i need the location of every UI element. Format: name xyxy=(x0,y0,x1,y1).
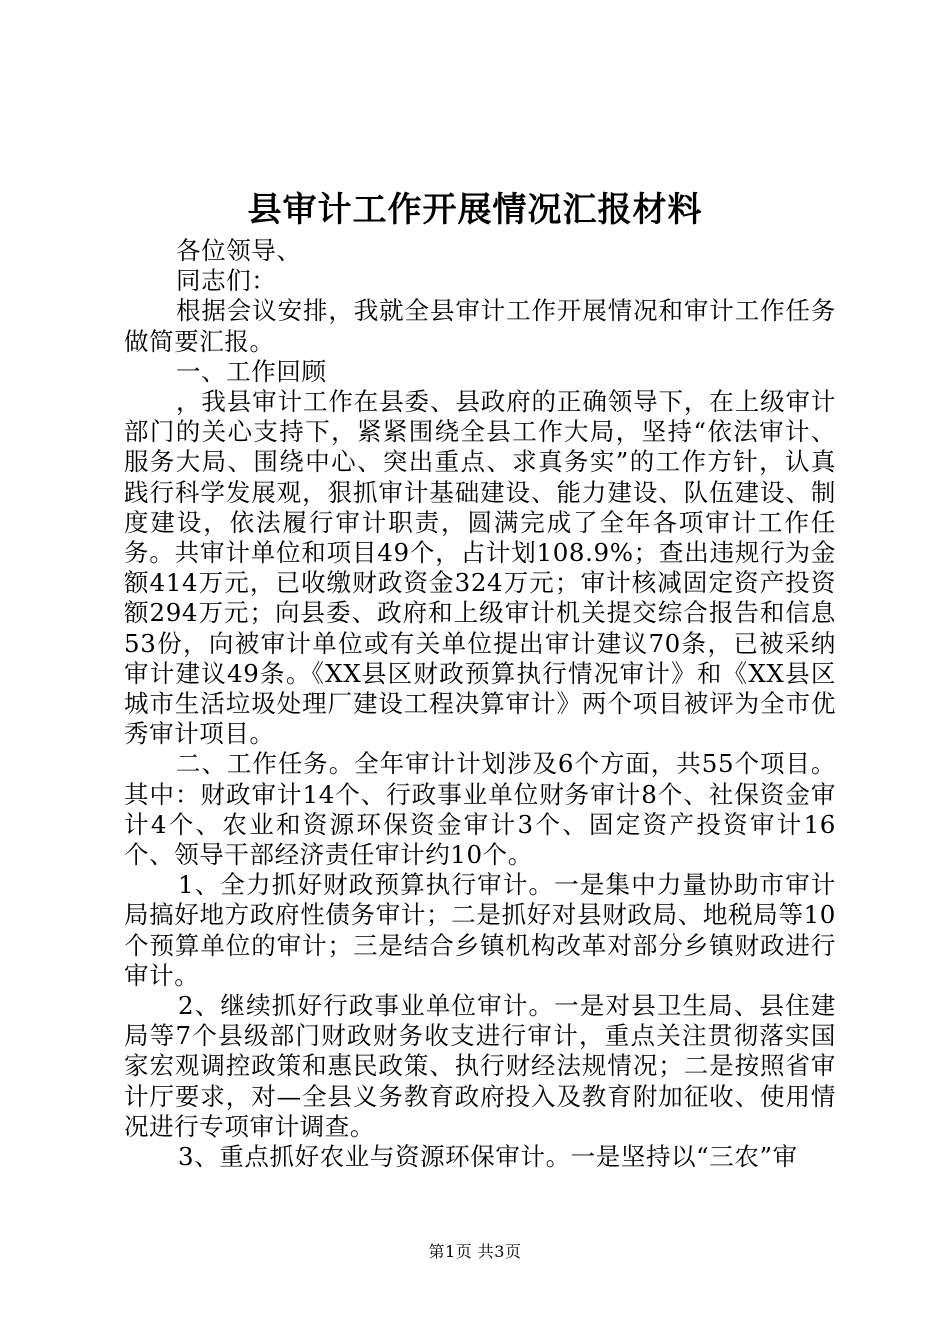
task-item-3: 3、重点抓好农业与资源环保审计。一是坚持以“三农”审 xyxy=(178,1142,798,1172)
task-item-1: 1、全力抓好财政预算执行审计。一是集中力量协助市审计局搞好地方政府性债务审计；二是抓好对县财政局、地税局等10个预算单位的审计；三是结合乡镇机构改革对部分乡镇财政进行审计。 xyxy=(124,870,836,990)
tasks-paragraph: 二、工作任务。全年审计计划涉及6个方面，共55个项目。其中：财政审计14个、行政事业单位财务审计8个、社保资金审计4个、农业和资源环保资金审计3个、固定资产投资审计16个、领导干部经济责任审计约10个。 xyxy=(124,749,836,870)
salutation-leaders: 各位领导、 xyxy=(176,236,302,265)
review-paragraph: ，我县审计工作在县委、县政府的正确领导下，在上级审计部门的关心支持下，紧紧围绕全县工作大局，坚持“依法审计、服务大局、围绕中心、突出重点、求真务实”的工作方针，认真践行科学发展观，狠抓审计基础建设、能力建设、队伍建设、制度建设，依法履行审计职责，圆满完成了全年各项审计工作任务。共审计单位和项目49个，占计划108.9%；查出违规行为金额414万元，已收缴财政资金324万元；审计核减固定资产投资额294万元；向县委、政府和上级审计机关提交综合报告和信息53份，向被审计单位或有关单位提出审计建议70条，已被采纳审计建议49条。《XX县区财政预算执行情况审计》和《XX县区城市生活垃圾处理厂建设工程决算审计》两个项目被评为全市优秀审计项目。 xyxy=(124,387,836,749)
intro-paragraph: 根据会议安排，我就全县审计工作开展情况和审计工作任务做简要汇报。 xyxy=(124,296,836,356)
document-title: 县审计工作开展情况汇报材料 xyxy=(247,190,703,230)
salutation-comrades: 同志们： xyxy=(176,266,277,296)
task-item-2: 2、继续抓好行政事业单位审计。一是对县卫生局、县住建局等7个县级部门财政财务收支进行审计，重点关注贯彻落实国家宏观调控政策和惠民政策、执行财经法规情况；二是按照省审计厅要求，对—全县义务教育政府投入及教育附加征收、使用情况进行专项审计调查。 xyxy=(124,991,836,1141)
section-heading-review: 一、工作回顾 xyxy=(176,356,327,386)
document-body xyxy=(124,236,836,1172)
page-number-footer: 第1页 共3页 xyxy=(428,1242,522,1261)
